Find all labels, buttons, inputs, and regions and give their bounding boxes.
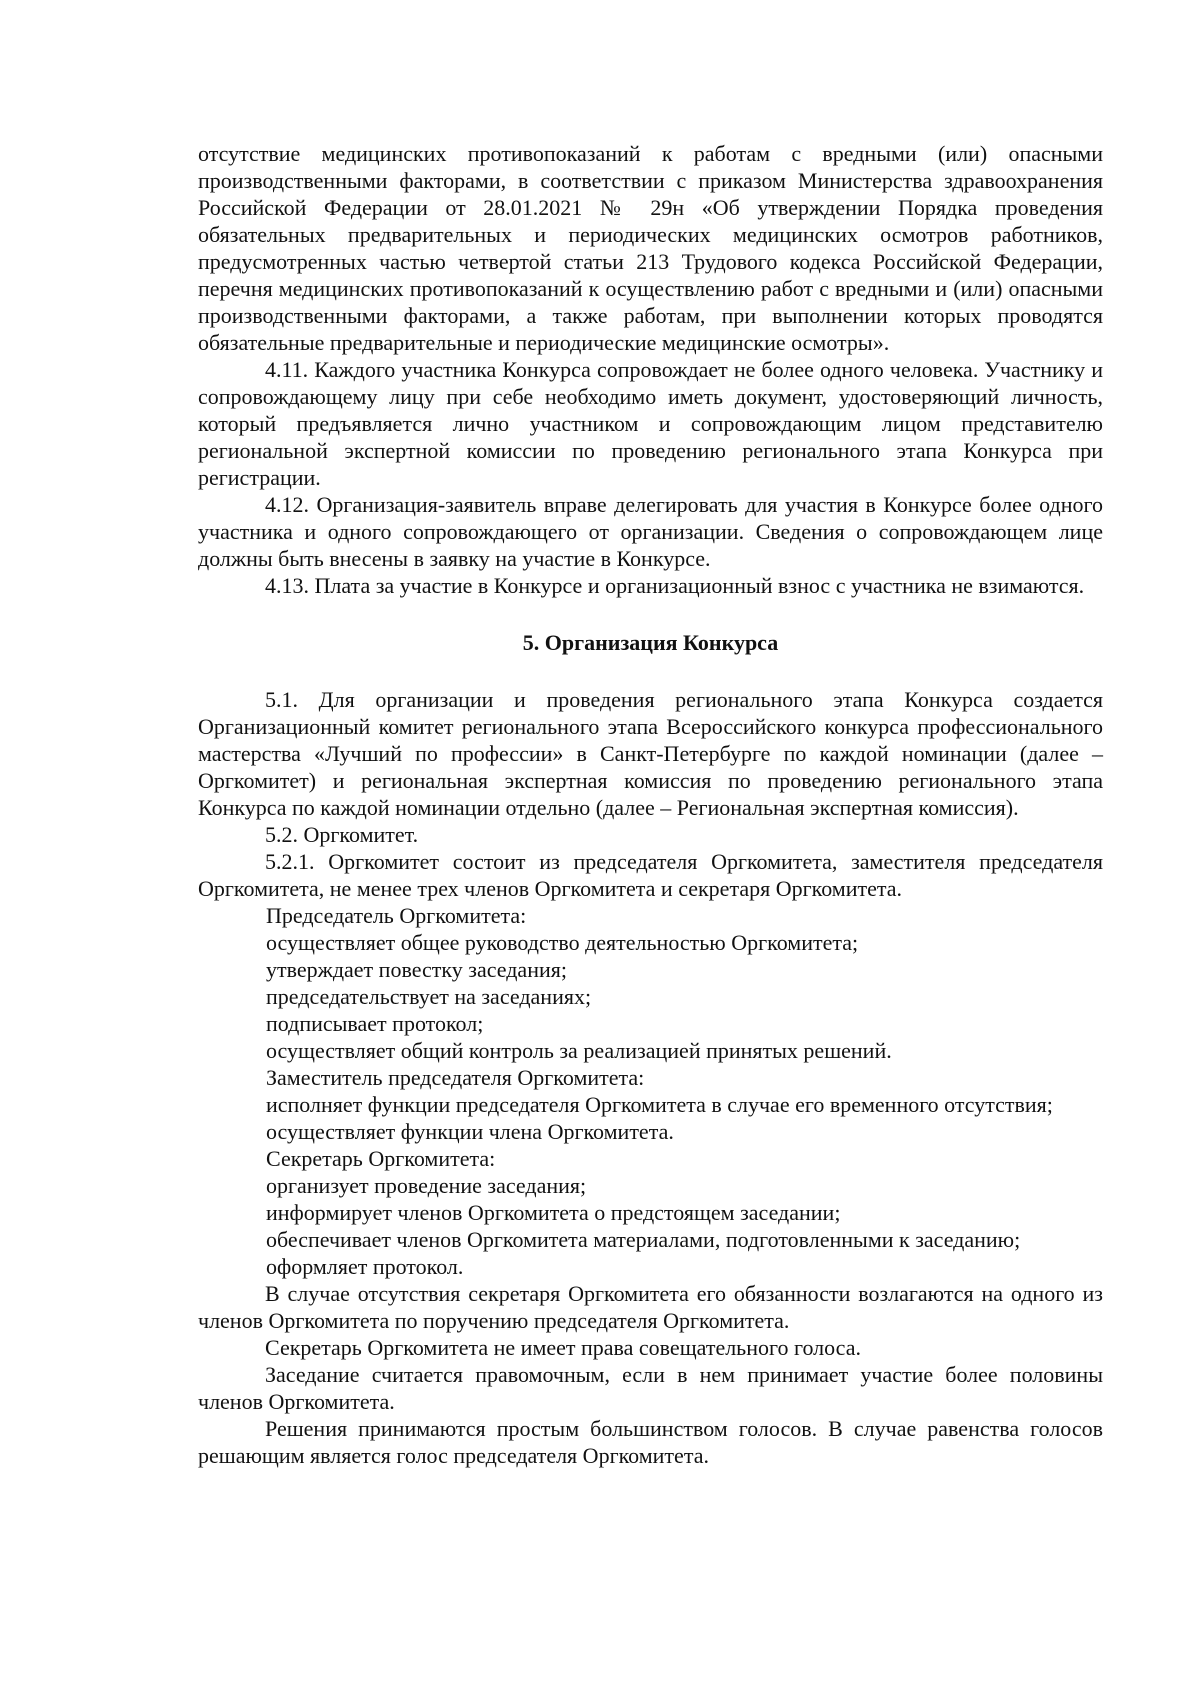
chair-title: Председатель Оргкомитета: <box>266 903 527 928</box>
deputy-duty: исполняет функции председателя Оргкомитета в случае его временного отсутствия; <box>266 1092 1053 1117</box>
chair-duty: председательствует на заседаниях; <box>266 984 592 1009</box>
secretary-duty: информирует членов Оргкомитета о предстоящем заседании; <box>266 1200 841 1225</box>
deputy-title: Заместитель председателя Оргкомитета: <box>266 1065 645 1090</box>
paragraph-5-2-1: 5.2.1. Оргкомитет состоит из председателя Оргкомитета, заместителя председателя Оргкомитета, не менее трех членов Оргкомитета и секретаря Оргкомитета. <box>198 849 1103 901</box>
secretary-duty: организует проведение заседания; <box>266 1173 587 1198</box>
paragraph-4-12: 4.12. Организация-заявитель вправе делегировать для участия в Конкурсе более одного участника и одного сопровождающего от организации. Сведения о сопровождающем лице должны быть внесены в заявку на участие в Конкурсе. <box>198 492 1103 571</box>
paragraph-secretary-no-vote: Секретарь Оргкомитета не имеет права совещательного голоса. <box>265 1335 861 1360</box>
deputy-duty: осуществляет функции члена Оргкомитета. <box>266 1119 674 1144</box>
paragraph-5-1: 5.1. Для организации и проведения регионального этапа Конкурса создается Организационный комитет регионального этапа Всероссийского конкурса профессионального мастерства «Лучший по профессии» в Санкт-Петербурге по каждой номинации (далее – Оргкомитет) и региональная экспертная комиссия по проведению регионального этапа Конкурса по каждой номинации отдельно (далее – Региональная экспертная комиссия). <box>198 687 1103 820</box>
section-5-heading: 5. Организация Конкурса <box>522 630 779 655</box>
secretary-duty: оформляет протокол. <box>266 1254 464 1279</box>
chair-duty: утверждает повестку заседания; <box>266 957 567 982</box>
paragraph-decisions: Решения принимаются простым большинством голосов. В случае равенства голосов решающим является голос председателя Оргкомитета. <box>198 1416 1103 1468</box>
paragraph-4-11: 4.11. Каждого участника Конкурса сопровождает не более одного человека. Участнику и сопровождающему лицу при себе необходимо иметь документ, удостоверяющий личность, который предъявляется лично участником и сопровождающим лицом представителю региональной экспертной комиссии по проведению регионального этапа Конкурса при регистрации. <box>198 357 1103 490</box>
secretary-title: Секретарь Оргкомитета: <box>266 1146 496 1171</box>
chair-duty: осуществляет общее руководство деятельностью Оргкомитета; <box>266 930 859 955</box>
secretary-duty: обеспечивает членов Оргкомитета материалами, подготовленными к заседанию; <box>266 1227 1021 1252</box>
paragraph-5-2: 5.2. Оргкомитет. <box>265 822 419 847</box>
paragraph-quorum: Заседание считается правомочным, если в нем принимает участие более половины членов Оргкомитета. <box>198 1362 1103 1414</box>
paragraph-4-13: 4.13. Плата за участие в Конкурсе и организационный взнос с участника не взимаются. <box>265 573 1085 598</box>
paragraph-4-10-continuation: отсутствие медицинских противопоказаний к работам с вредными (или) опасными производственными факторами, в соответствии с приказом Министерства здравоохранения Российской Федерации от 28.01.2021 № 29н «Об утверждении Порядка проведения обязательных предварительных и периодических медицинских осмотров работников, предусмотренных частью четвертой статьи 213 Трудового кодекса Российской Федерации, перечня медицинских противопоказаний к осуществлению работ с вредными и (или) опасными производственными факторами, а также работам, при выполнении которых проводятся обязательные предварительные и периодические медицинские осмотры». <box>198 141 1103 355</box>
chair-duty: подписывает протокол; <box>266 1011 484 1036</box>
paragraph-secretary-absence: В случае отсутствия секретаря Оргкомитета его обязанности возлагаются на одного из членов Оргкомитета по поручению председателя Оргкомитета. <box>198 1281 1103 1333</box>
document-page <box>198 140 1103 1469</box>
chair-duty: осуществляет общий контроль за реализацией принятых решений. <box>266 1038 892 1063</box>
